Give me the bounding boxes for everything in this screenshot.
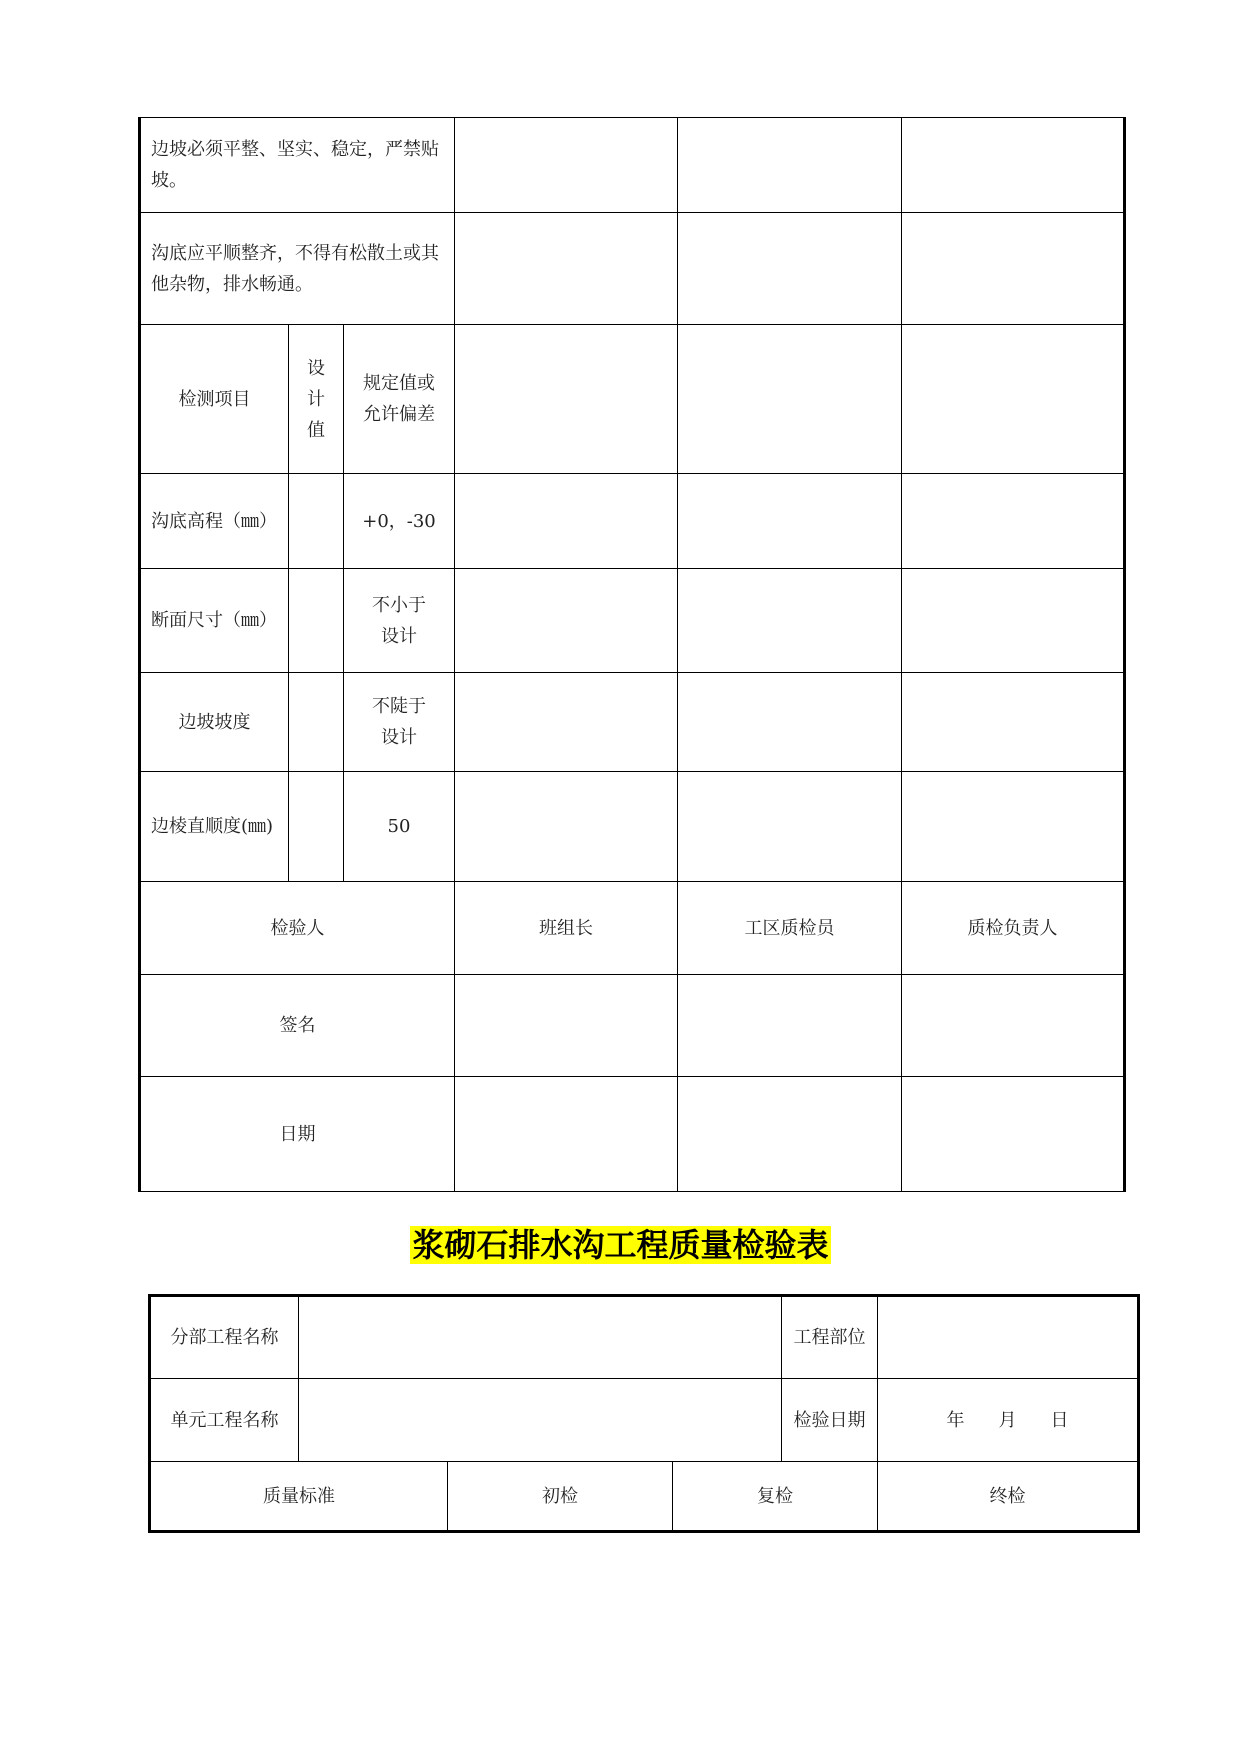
area-qc-date-cell[interactable] <box>678 1077 902 1192</box>
measure-row <box>140 772 1125 882</box>
final-check-header: 终检 <box>878 1462 1139 1532</box>
unit-project-label: 单元工程名称 <box>150 1379 299 1462</box>
measure-design-value[interactable] <box>289 474 344 569</box>
recheck-cell[interactable] <box>678 569 902 673</box>
quality-standard-header: 质量标准 <box>150 1462 448 1532</box>
design-value-header: 设计值 <box>289 325 344 474</box>
area-qc-signature-cell[interactable] <box>678 975 902 1077</box>
recheck-cell[interactable] <box>678 213 902 325</box>
form-title: 浆砌石排水沟工程质量检验表 <box>412 1226 829 1264</box>
qc-chief-date-cell[interactable] <box>902 1077 1125 1192</box>
quality-requirement-text: 边坡必须平整、坚实、稳定，严禁贴坡。 <box>140 118 455 213</box>
signoff-header-row <box>140 882 1125 975</box>
measure-design-value[interactable] <box>289 772 344 882</box>
measure-design-value[interactable] <box>289 569 344 673</box>
date-label: 日期 <box>140 1077 455 1192</box>
inspection-table-continued <box>138 117 1126 1192</box>
team-leader-signature-cell[interactable] <box>455 975 678 1077</box>
recheck-header: 复检 <box>673 1462 878 1532</box>
quality-requirement-text: 沟底应平顺整齐，不得有松散土或其他杂物，排水畅通。 <box>140 213 455 325</box>
first-check-cell[interactable] <box>455 474 678 569</box>
measure-allowed: 不陡于设计 <box>344 673 455 772</box>
inspector-header: 检验人 <box>140 882 455 975</box>
team-leader-header: 班组长 <box>455 882 678 975</box>
first-check-cell[interactable] <box>455 213 678 325</box>
final-check-cell[interactable] <box>902 474 1125 569</box>
first-check-cell[interactable] <box>455 118 678 213</box>
measure-header-row <box>140 325 1125 474</box>
area-qc-header: 工区质检员 <box>678 882 902 975</box>
measure-row <box>140 569 1125 673</box>
measure-design-value[interactable] <box>289 673 344 772</box>
first-check-cell[interactable] <box>455 772 678 882</box>
signature-row <box>140 975 1125 1077</box>
qc-chief-signature-cell[interactable] <box>902 975 1125 1077</box>
first-check-cell[interactable] <box>455 325 678 474</box>
measure-item: 边棱直顺度(㎜) <box>140 772 289 882</box>
date-month: 月 <box>998 1409 1017 1431</box>
quality-row <box>140 118 1125 213</box>
inspect-date-input[interactable] <box>878 1379 1139 1462</box>
unit-project-input[interactable] <box>299 1379 782 1462</box>
qc-chief-header: 质检负责人 <box>902 882 1125 975</box>
check-header-row <box>150 1462 1139 1532</box>
measure-item: 断面尺寸（㎜） <box>140 569 289 673</box>
recheck-cell[interactable] <box>678 772 902 882</box>
final-check-cell[interactable] <box>902 213 1125 325</box>
sub-project-input[interactable] <box>299 1296 782 1379</box>
measure-row <box>140 673 1125 772</box>
location-input[interactable] <box>878 1296 1139 1379</box>
quality-row <box>140 213 1125 325</box>
inspect-date-label: 检验日期 <box>782 1379 878 1462</box>
recheck-cell[interactable] <box>678 118 902 213</box>
first-check-cell[interactable] <box>455 569 678 673</box>
team-leader-date-cell[interactable] <box>455 1077 678 1192</box>
final-check-cell[interactable] <box>902 772 1125 882</box>
item-header: 检测项目 <box>140 325 289 474</box>
first-check-cell[interactable] <box>455 673 678 772</box>
measure-item: 沟底高程（㎜） <box>140 474 289 569</box>
measure-allowed: +0，-30 <box>344 474 455 569</box>
final-check-cell[interactable] <box>902 673 1125 772</box>
measure-allowed: 不小于设计 <box>344 569 455 673</box>
signature-label: 签名 <box>140 975 455 1077</box>
sub-project-label: 分部工程名称 <box>150 1296 299 1379</box>
measure-allowed: 50 <box>344 772 455 882</box>
recheck-cell[interactable] <box>678 673 902 772</box>
date-year: 年 <box>946 1409 965 1431</box>
final-check-cell[interactable] <box>902 569 1125 673</box>
unit-project-row <box>150 1379 1139 1462</box>
recheck-cell[interactable] <box>678 474 902 569</box>
first-check-header: 初检 <box>448 1462 673 1532</box>
measure-item: 边坡坡度 <box>140 673 289 772</box>
date-day: 日 <box>1050 1409 1069 1431</box>
measure-row <box>140 474 1125 569</box>
recheck-cell[interactable] <box>678 325 902 474</box>
inspection-header-table <box>148 1294 1140 1533</box>
sub-project-row <box>150 1296 1139 1379</box>
final-check-cell[interactable] <box>902 118 1125 213</box>
location-label: 工程部位 <box>782 1296 878 1379</box>
allowed-deviation-header: 规定值或允许偏差 <box>344 325 455 474</box>
final-check-cell[interactable] <box>902 325 1125 474</box>
date-row <box>140 1077 1125 1192</box>
